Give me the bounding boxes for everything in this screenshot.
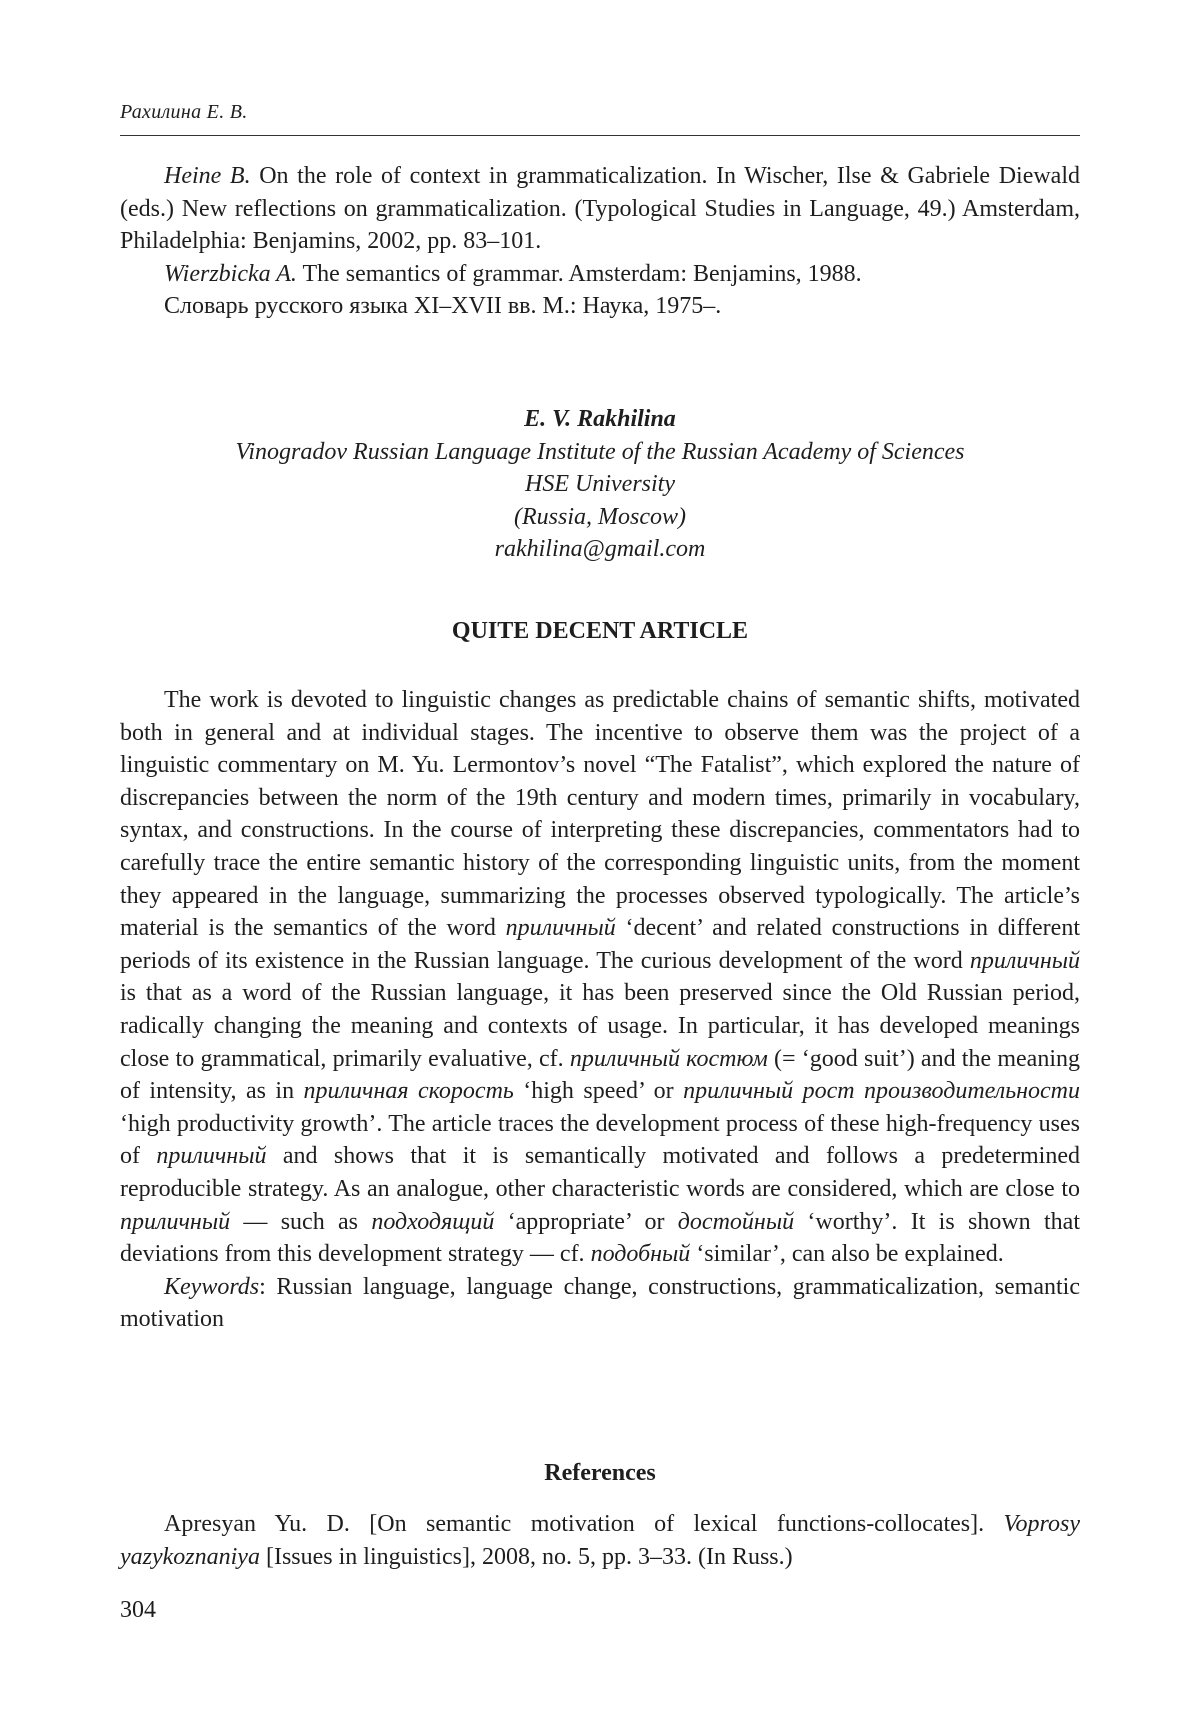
reference-entry <box>120 290 1080 323</box>
abstract-text: ‘high speed’ or <box>513 1078 684 1105</box>
running-head: Рахилина Е. В. <box>120 101 248 123</box>
abstract-text: ‘similar’, can also be explained. <box>690 1241 1004 1268</box>
abstract-text: ‘high productivity growth’. The article traces the development process of these high-frequency uses of <box>120 1110 1080 1170</box>
reference-text: [Issues in linguistics], 2008, no. 5, pp. 3–33. (In Russ.) <box>259 1543 793 1570</box>
keywords-label: Keywords <box>164 1273 260 1300</box>
references-list <box>120 1508 1080 1573</box>
article-title: QUITE DECENT ARTICLE <box>451 618 749 644</box>
reference-text: On the role of context in grammaticalization. In Wischer, Ilse & Gabriele Diewald (eds.) New reflections on grammaticalization. (Typological Studies in Language, 49.) Amsterdam, Philadelphia: Benjamins, 2002, pp. 83–101. <box>120 163 1080 255</box>
reference-text: Apresyan Yu. D. [On semantic motivation of lexical functions-collocates]. <box>164 1511 1004 1537</box>
abstract-example: приличный <box>120 1208 231 1235</box>
abstract-text: The work is devoted to linguistic changes as predictable chains of semantic shifts, motivated both in general and at individual stages. The incentive to observe them was the project of a linguistic commentary on M. Yu. Lermontov’s novel “The Fatalist”, which explored the nature of discrepancies between the norm of the 19th century and modern times, primarily in vocabulary, syntax, and constructions. In the course of interpreting these discrepancies, commentators had to carefully trace the entire semantic history of the corresponding linguistic units, from the moment they appeared in the language, summarizing the processes observed typologically. The article’s material is the semantics of the word <box>120 687 1080 942</box>
abstract-text: ‘appropriate’ or <box>494 1208 678 1235</box>
author-location: (Russia, Moscow) <box>514 503 686 530</box>
abstract-text: ‘worthy’. It is shown that deviations from this development strategy — cf. <box>120 1208 1080 1268</box>
abstract-example: подходящий <box>371 1208 495 1235</box>
abstract-example: приличный <box>156 1143 267 1170</box>
abstract-text: is that as a word of the Russian language, it has been preserved since the Old Russian period, radically changing the meaning and contexts of usage. In particular, it has developed meanings close to grammatical, primarily evaluative, cf. <box>120 980 1080 1072</box>
abstract-text: and shows that it is semantically motivated and follows a predetermined reproducible strategy. As an analogue, other characteristic words are considered, which are close to <box>120 1143 1080 1202</box>
abstract-example: подобный <box>590 1241 691 1268</box>
reference-author: Wierzbicka A. <box>164 260 297 287</box>
abstract-text: — such as <box>230 1208 372 1235</box>
reference-journal: Voprosy yazykoznaniya <box>120 1511 1080 1570</box>
author-email: rakhilina@gmail.com <box>494 536 706 563</box>
author-affiliation-2: HSE University <box>525 471 675 498</box>
keywords-text: : Russian language, language change, constructions, grammaticalization, semantic motivation <box>120 1273 1080 1333</box>
reference-text: Словарь русского языка XI–XVII вв. М.: Наука, 1975–. <box>164 293 722 320</box>
reference-text: The semantics of grammar. Amsterdam: Benjamins, 1988. <box>296 260 862 287</box>
abstract-example: приличная скорость <box>303 1078 514 1105</box>
reference-entry <box>120 1508 1080 1573</box>
author-block <box>120 403 1080 566</box>
reference-author: Heine B. <box>164 163 251 189</box>
reference-entry <box>120 160 1080 258</box>
abstract <box>120 684 1080 1336</box>
abstract-example: приличный рост производительности <box>683 1078 1081 1105</box>
reference-entry <box>120 258 1080 291</box>
references-heading: References <box>544 1460 656 1486</box>
author-affiliation: Vinogradov Russian Language Institute of the Russian Academy of Sciences <box>235 438 965 465</box>
abstract-text: (= ‘good suit’) and the meaning of intensity, as in <box>120 1045 1080 1105</box>
page-number: 304 <box>120 1597 156 1623</box>
page <box>120 0 1080 1710</box>
header-rule <box>120 135 1080 136</box>
abstract-example: достойный <box>677 1208 795 1235</box>
abstract-example: приличный <box>505 915 616 942</box>
keywords <box>120 1271 1080 1336</box>
references-continued <box>120 160 1080 323</box>
abstract-text: ‘decent’ and related constructions in different periods of its existence in the Russian language. The curious development of the word <box>120 915 1080 974</box>
author-name: E. V. Rakhilina <box>524 406 676 432</box>
abstract-paragraph <box>120 684 1080 1271</box>
abstract-example: приличный <box>969 947 1080 974</box>
abstract-example: приличный костюм <box>569 1045 768 1072</box>
